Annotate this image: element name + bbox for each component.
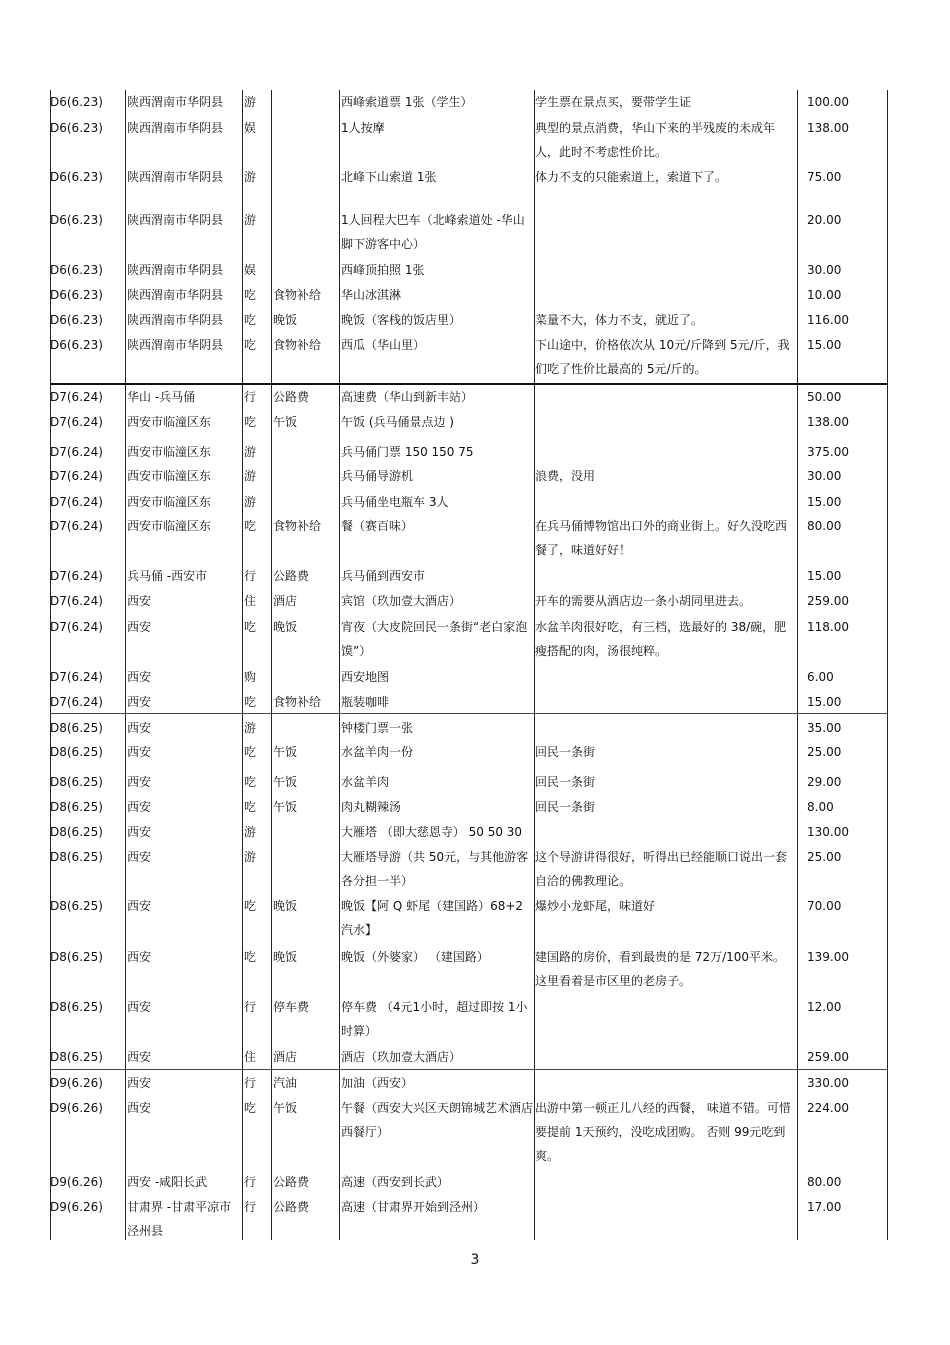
column-divider [339,90,340,1240]
expense-location: 西安 [127,745,152,759]
expense-subcategory: 晚饭 [273,950,298,964]
expense-amount: 80.00 [807,1175,842,1189]
expense-subcategory: 午饭 [273,415,298,429]
expense-category: 娱 [244,263,257,277]
expense-day: D6(6.23) [50,121,103,135]
expense-day: D8(6.25) [50,775,103,789]
expense-location: 陕西渭南市华阴县 [127,170,224,184]
expense-note: 回民一条街 [535,745,596,759]
expense-amount: 50.00 [807,390,842,404]
expense-category: 行 [244,1175,257,1189]
expense-category: 行 [244,1200,257,1214]
expense-item: 华山冰淇淋 [341,288,402,302]
expense-amount: 330.00 [807,1076,849,1090]
expense-day: D6(6.23) [50,313,103,327]
expense-subcategory: 午饭 [273,775,298,789]
expense-note: 回民一条街 [535,775,596,789]
expense-item: 西瓜（华山里） [341,338,426,352]
expense-item: 加油（西安） [341,1076,414,1090]
expense-category: 游 [244,170,257,184]
expense-category: 游 [244,721,257,735]
expense-note: 出游中第一顿正儿八经的西餐， 味道不错。可惜要提前 1天预约，没吃成团购。 否则 99元吃到爽。 [535,1101,791,1163]
day-separator [50,1069,888,1070]
expense-item: 水盆羊肉一份 [341,745,414,759]
expense-category: 住 [244,594,257,608]
expense-day: D6(6.23) [50,95,103,109]
expense-day: D8(6.25) [50,1050,103,1064]
expense-subcategory: 午饭 [273,800,298,814]
expense-amount: 75.00 [807,170,842,184]
expense-subcategory: 食物补给 [273,338,322,352]
expense-category: 吃 [244,1101,257,1115]
expense-location: 陕西渭南市华阴县 [127,338,224,352]
expense-amount: 116.00 [807,313,849,327]
expense-note: 水盆羊肉很好吃，有三档，选最好的 38/碗，肥瘦搭配的肉，汤很纯粹。 [535,620,787,658]
expense-day: D7(6.24) [50,670,103,684]
expense-location: 甘肃界 -甘肃平凉市泾州县 [127,1200,232,1238]
expense-category: 游 [244,469,257,483]
expense-note: 开车的需要从酒店边一条小胡同里进去。 [535,594,752,608]
expense-day: D7(6.24) [50,569,103,583]
expense-location: 陕西渭南市华阴县 [127,263,224,277]
expense-item: 水盆羊肉 [341,775,390,789]
expense-amount: 80.00 [807,519,842,533]
expense-location: 西安 [127,850,152,864]
expense-amount: 224.00 [807,1101,849,1115]
expense-day: D8(6.25) [50,721,103,735]
expense-note: 回民一条街 [535,800,596,814]
expense-location: 西安 [127,620,152,634]
expense-subcategory: 晚饭 [273,313,298,327]
expense-location: 陕西渭南市华阴县 [127,313,224,327]
expense-subcategory: 公路费 [273,390,310,404]
expense-subcategory: 公路费 [273,1200,310,1214]
expense-location: 陕西渭南市华阴县 [127,95,224,109]
expense-category: 吃 [244,415,257,429]
expense-amount: 10.00 [807,288,842,302]
expense-day: D8(6.25) [50,800,103,814]
expense-subcategory: 午饭 [273,745,298,759]
expense-day: D8(6.25) [50,825,103,839]
expense-item: 停车费 （4元1小时，超过即按 1小时算） [341,1000,528,1038]
column-divider [242,90,243,1240]
expense-subcategory: 晚饭 [273,899,298,913]
expense-location: 西安 [127,775,152,789]
expense-category: 游 [244,445,257,459]
expense-item: 兵马俑门票 150 150 75 [341,445,474,459]
expense-subcategory: 晚饭 [273,620,298,634]
expense-amount: 139.00 [807,950,849,964]
expense-location: 西安 [127,800,152,814]
column-divider [797,90,798,1240]
expense-amount: 100.00 [807,95,849,109]
expense-category: 吃 [244,288,257,302]
expense-day: D6(6.23) [50,170,103,184]
expense-subcategory: 食物补给 [273,695,322,709]
expense-category: 吃 [244,800,257,814]
expense-item: 大雁塔 （即大慈恩寺） 50 50 30 [341,825,523,839]
expense-category: 游 [244,850,257,864]
expense-location: 西安 -咸阳长武 [127,1175,208,1189]
expense-amount: 259.00 [807,1050,849,1064]
column-divider [887,90,888,1240]
expense-note: 爆炒小龙虾尾，味道好 [535,899,656,913]
expense-item: 大雁塔导游（共 50元，与其他游客各分担一半） [341,850,529,888]
expense-amount: 17.00 [807,1200,842,1214]
expense-amount: 29.00 [807,775,842,789]
expense-item: 兵马俑到西安市 [341,569,426,583]
expense-item: 钟楼门票一张 [341,721,414,735]
expense-subcategory: 停车费 [273,1000,310,1014]
expense-category: 吃 [244,745,257,759]
expense-location: 西安市临潼区东 [127,519,212,533]
expense-category: 娱 [244,121,257,135]
expense-item: 兵马俑导游机 [341,469,414,483]
expense-amount: 25.00 [807,745,842,759]
expense-day: D9(6.26) [50,1200,103,1214]
expense-day: D7(6.24) [50,445,103,459]
expense-location: 西安 [127,825,152,839]
expense-amount: 30.00 [807,263,842,277]
expense-item: 餐（赛百味） [341,519,414,533]
column-divider [125,90,126,1240]
expense-item: 瓶装咖啡 [341,695,390,709]
expense-location: 西安市临潼区东 [127,445,212,459]
expense-category: 游 [244,495,257,509]
expense-location: 陕西渭南市华阴县 [127,121,224,135]
expense-subcategory: 公路费 [273,569,310,583]
expense-amount: 130.00 [807,825,849,839]
expense-amount: 70.00 [807,899,842,913]
expense-day: D8(6.25) [50,950,103,964]
expense-item: 晚饭（外婆家） （建国路） [341,950,489,964]
expense-day: D6(6.23) [50,338,103,352]
expense-amount: 12.00 [807,1000,842,1014]
expense-amount: 35.00 [807,721,842,735]
expense-subcategory: 公路费 [273,1175,310,1189]
expense-category: 吃 [244,620,257,634]
expense-note: 菜量不大，体力不支，就近了。 [535,313,704,327]
expense-category: 购 [244,670,257,684]
expense-day: D6(6.23) [50,288,103,302]
expense-subcategory: 酒店 [273,1050,298,1064]
expense-location: 兵马俑 -西安市 [127,569,208,583]
expense-day: D9(6.26) [50,1101,103,1115]
expense-day: D6(6.23) [50,213,103,227]
expense-note: 这个导游讲得很好，听得出已经能顺口说出一套自洽的佛教理论。 [535,850,788,888]
expense-day: D7(6.24) [50,620,103,634]
expense-amount: 15.00 [807,495,842,509]
expense-amount: 259.00 [807,594,849,608]
expense-location: 西安市临潼区东 [127,469,212,483]
expense-location: 西安 [127,950,152,964]
expense-day: D8(6.25) [50,850,103,864]
expense-day: D7(6.24) [50,495,103,509]
expense-amount: 6.00 [807,670,834,684]
expense-amount: 20.00 [807,213,842,227]
expense-subcategory: 酒店 [273,594,298,608]
column-divider [534,90,535,1240]
expense-category: 行 [244,1000,257,1014]
expense-item: 西安地图 [341,670,390,684]
expense-amount: 138.00 [807,121,849,135]
expense-item: 高速费（华山到新丰站） [341,390,474,404]
expense-category: 吃 [244,899,257,913]
expense-amount: 375.00 [807,445,849,459]
expense-item: 西峰顶拍照 1张 [341,263,425,277]
expense-item: 酒店（玖加壹大酒店） [341,1050,462,1064]
expense-amount: 15.00 [807,569,842,583]
expense-amount: 30.00 [807,469,842,483]
expense-day: D7(6.24) [50,415,103,429]
expense-location: 西安市临潼区东 [127,495,212,509]
expense-item: 1人回程大巴车（北峰索道处 -华山脚下游客中心） [341,213,525,251]
expense-item: 北峰下山索道 1张 [341,170,437,184]
expense-item: 西峰索道票 1张（学生） [341,95,473,109]
expense-category: 行 [244,569,257,583]
expense-location: 西安 [127,721,152,735]
expense-subcategory: 午饭 [273,1101,298,1115]
expense-subcategory: 食物补给 [273,288,322,302]
expense-note: 学生票在景点买，要带学生证 [535,95,692,109]
expense-day: D9(6.26) [50,1175,103,1189]
expense-day: D7(6.24) [50,519,103,533]
expense-amount: 118.00 [807,620,849,634]
expense-category: 吃 [244,775,257,789]
expense-location: 西安 [127,1101,152,1115]
expense-category: 游 [244,95,257,109]
expense-location: 西安 [127,1050,152,1064]
expense-amount: 15.00 [807,695,842,709]
expense-category: 吃 [244,519,257,533]
expense-amount: 15.00 [807,338,842,352]
expense-item: 兵马俑坐电瓶车 3人 [341,495,449,509]
expense-item: 宵夜（大皮院回民一条街“老白家泡馍”） [341,620,528,658]
expense-location: 西安 [127,670,152,684]
expense-item: 晚饭（客栈的饭店里） [341,313,462,327]
expense-location: 西安市临潼区东 [127,415,212,429]
expense-location: 西安 [127,594,152,608]
expense-category: 吃 [244,695,257,709]
expense-amount: 8.00 [807,800,834,814]
expense-subcategory: 食物补给 [273,519,322,533]
expense-amount: 138.00 [807,415,849,429]
expense-note: 在兵马俑博物馆出口外的商业街上。好久没吃西餐了，味道好好！ [535,519,788,557]
expense-note: 建国路的房价，看到最贵的是 72万/100平米。这里看着是市区里的老房子。 [535,950,786,988]
expense-category: 行 [244,390,257,404]
expense-location: 西安 [127,1000,152,1014]
expense-item: 高速（甘肃界开始到泾州） [341,1200,486,1214]
expense-item: 肉丸糊辣汤 [341,800,402,814]
expense-note: 典型的景点消费，华山下来的半残废的未成年人，此时不考虑性价比。 [535,121,776,159]
expense-item: 宾馆（玖加壹大酒店） [341,594,462,608]
expense-day: D9(6.26) [50,1076,103,1090]
expense-day: D7(6.24) [50,469,103,483]
expense-item: 高速（西安到长武） [341,1175,450,1189]
expense-item: 午饭 (兵马俑景点边 ) [341,415,454,429]
expense-day: D7(6.24) [50,695,103,709]
expense-item: 1人按摩 [341,121,385,135]
expense-location: 西安 [127,695,152,709]
expense-category: 住 [244,1050,257,1064]
expense-day: D7(6.24) [50,390,103,404]
expense-subcategory: 汽油 [273,1076,298,1090]
expense-location: 华山 -兵马俑 [127,390,196,404]
expense-location: 陕西渭南市华阴县 [127,288,224,302]
expense-note: 下山途中，价格依次从 10元/斤降到 5元/斤，我们吃了性价比最高的 5元/斤的。 [535,338,790,376]
expense-note: 体力不支的只能索道上，索道下了。 [535,170,728,184]
expense-note: 浪费，没用 [535,469,596,483]
expense-day: D8(6.25) [50,1000,103,1014]
expense-amount: 25.00 [807,850,842,864]
expense-category: 行 [244,1076,257,1090]
column-divider [271,90,272,1240]
page-number: 3 [470,1252,480,1268]
expense-day: D7(6.24) [50,594,103,608]
expense-category: 吃 [244,950,257,964]
expense-item: 午餐（西安大兴区天朗锦城艺术酒店西餐厅） [341,1101,534,1139]
expense-day: D6(6.23) [50,263,103,277]
expense-day: D8(6.25) [50,745,103,759]
expense-category: 游 [244,213,257,227]
expense-category: 游 [244,825,257,839]
expense-day: D8(6.25) [50,899,103,913]
expense-location: 西安 [127,899,152,913]
expense-location: 西安 [127,1076,152,1090]
expense-category: 吃 [244,313,257,327]
expense-category: 吃 [244,338,257,352]
expense-item: 晚饭【阿 Q 虾尾（建国路）68+2汽水】 [341,899,524,937]
expense-location: 陕西渭南市华阴县 [127,213,224,227]
